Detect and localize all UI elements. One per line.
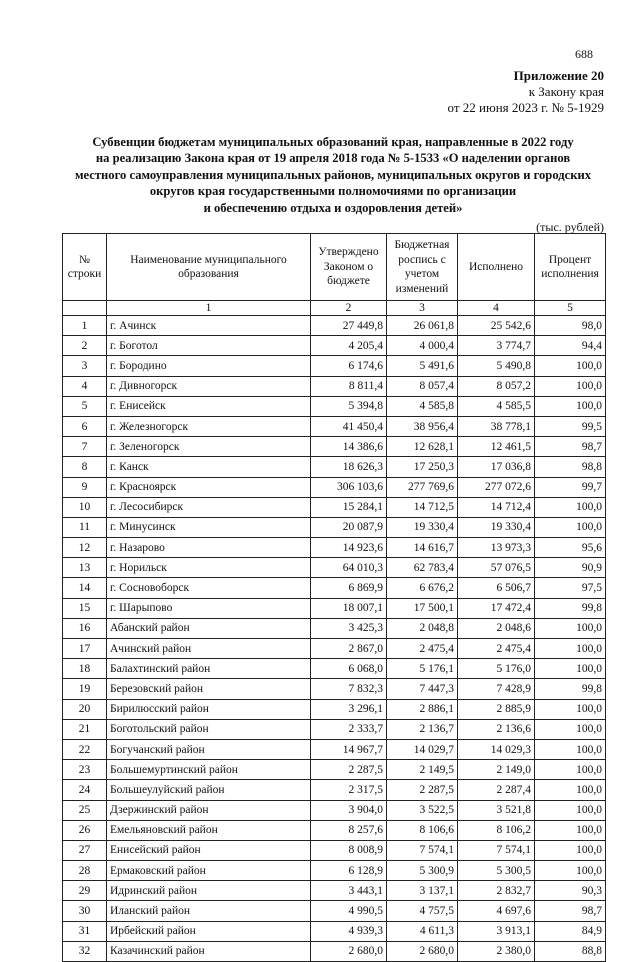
executed-cell: 277 072,6	[458, 477, 535, 497]
budget-list-cell: 7 574,1	[387, 840, 458, 860]
row-number-cell: 1	[63, 316, 107, 336]
approved-cell: 8 811,4	[311, 376, 387, 396]
executed-cell: 3 521,8	[458, 800, 535, 820]
approved-cell: 2 317,5	[311, 780, 387, 800]
executed-cell: 8 057,2	[458, 376, 535, 396]
percent-cell: 100,0	[535, 517, 606, 537]
percent-cell: 100,0	[535, 861, 606, 881]
row-number-cell: 26	[63, 820, 107, 840]
document-heading	[40, 134, 626, 216]
percent-cell: 98,7	[535, 901, 606, 921]
table-row	[63, 739, 606, 759]
approved-cell: 8 257,6	[311, 820, 387, 840]
budget-list-cell: 38 956,4	[387, 416, 458, 436]
appendix-title: Приложение 20	[513, 68, 604, 83]
table-row	[63, 578, 606, 598]
table-row	[63, 356, 606, 376]
row-number-cell: 5	[63, 396, 107, 416]
approved-cell: 3 443,1	[311, 881, 387, 901]
budget-list-cell: 19 330,4	[387, 517, 458, 537]
row-number-cell: 24	[63, 780, 107, 800]
table-row	[63, 639, 606, 659]
municipality-cell: Абанский район	[107, 618, 311, 638]
table-row	[63, 416, 606, 436]
table-header-row	[63, 234, 606, 301]
municipality-cell: г. Шарыпово	[107, 598, 311, 618]
budget-list-cell: 2 048,8	[387, 618, 458, 638]
executed-cell: 4 697,6	[458, 901, 535, 921]
column-number	[63, 301, 107, 316]
percent-cell: 99,8	[535, 679, 606, 699]
approved-cell: 4 939,3	[311, 921, 387, 941]
budget-list-cell: 5 300,9	[387, 861, 458, 881]
percent-cell: 94,4	[535, 336, 606, 356]
budget-list-cell: 2 136,7	[387, 719, 458, 739]
executed-cell: 8 106,2	[458, 820, 535, 840]
appendix-block	[448, 68, 604, 116]
percent-cell: 100,0	[535, 699, 606, 719]
budget-list-cell: 14 616,7	[387, 538, 458, 558]
column-number: 3	[387, 301, 458, 316]
table-row	[63, 820, 606, 840]
table-row	[63, 901, 606, 921]
executed-cell: 2 832,7	[458, 881, 535, 901]
approved-cell: 2 680,0	[311, 941, 387, 961]
percent-cell: 100,0	[535, 376, 606, 396]
budget-list-cell: 277 769,6	[387, 477, 458, 497]
percent-cell: 99,8	[535, 598, 606, 618]
executed-cell: 6 506,7	[458, 578, 535, 598]
percent-cell: 100,0	[535, 739, 606, 759]
approved-cell: 3 425,3	[311, 618, 387, 638]
heading-line-5: и обеспечению отдыха и оздоровления детей»	[203, 200, 463, 215]
municipality-cell: Бирилюсский район	[107, 699, 311, 719]
budget-list-cell: 2 475,4	[387, 639, 458, 659]
municipality-cell: Березовский район	[107, 679, 311, 699]
executed-cell: 2 380,0	[458, 941, 535, 961]
municipality-cell: г. Назарово	[107, 538, 311, 558]
approved-cell: 64 010,3	[311, 558, 387, 578]
municipality-cell: г. Боготол	[107, 336, 311, 356]
percent-cell: 95,6	[535, 538, 606, 558]
executed-cell: 25 542,6	[458, 316, 535, 336]
table-row	[63, 598, 606, 618]
municipality-cell: г. Лесосибирск	[107, 497, 311, 517]
row-number-cell: 2	[63, 336, 107, 356]
municipality-cell: Идринский район	[107, 881, 311, 901]
approved-cell: 41 450,4	[311, 416, 387, 436]
table-row	[63, 396, 606, 416]
table-row	[63, 316, 606, 336]
percent-cell: 100,0	[535, 618, 606, 638]
municipality-cell: г. Бородино	[107, 356, 311, 376]
executed-cell: 14 029,3	[458, 739, 535, 759]
municipality-cell: г. Дивногорск	[107, 376, 311, 396]
table-row	[63, 538, 606, 558]
executed-cell: 57 076,5	[458, 558, 535, 578]
row-number-cell: 17	[63, 639, 107, 659]
table-row	[63, 558, 606, 578]
approved-cell: 20 087,9	[311, 517, 387, 537]
percent-cell: 100,0	[535, 659, 606, 679]
header-row-number: № строки	[63, 234, 107, 301]
header-approved: Утверждено Законом о бюджете	[311, 234, 387, 301]
executed-cell: 17 036,8	[458, 457, 535, 477]
executed-cell: 13 973,3	[458, 538, 535, 558]
municipality-cell: г. Зеленогорск	[107, 437, 311, 457]
budget-list-cell: 3 522,5	[387, 800, 458, 820]
table-body	[63, 316, 606, 962]
table-row	[63, 699, 606, 719]
municipality-cell: Казачинский район	[107, 941, 311, 961]
approved-cell: 4 990,5	[311, 901, 387, 921]
budget-list-cell: 8 106,6	[387, 820, 458, 840]
row-number-cell: 13	[63, 558, 107, 578]
table-row	[63, 881, 606, 901]
subsidy-table	[62, 233, 606, 962]
approved-cell: 6 068,0	[311, 659, 387, 679]
budget-list-cell: 12 628,1	[387, 437, 458, 457]
budget-list-cell: 2 149,5	[387, 760, 458, 780]
row-number-cell: 4	[63, 376, 107, 396]
budget-list-cell: 2 886,1	[387, 699, 458, 719]
executed-cell: 2 048,6	[458, 618, 535, 638]
executed-cell: 2 149,0	[458, 760, 535, 780]
row-number-cell: 15	[63, 598, 107, 618]
approved-cell: 2 867,0	[311, 639, 387, 659]
municipality-cell: г. Красноярск	[107, 477, 311, 497]
municipality-cell: г. Енисейск	[107, 396, 311, 416]
table-row	[63, 618, 606, 638]
table-row	[63, 477, 606, 497]
municipality-cell: Богучанский район	[107, 739, 311, 759]
header-municipality: Наименование муниципального образования	[107, 234, 311, 301]
table-row	[63, 941, 606, 961]
approved-cell: 6 128,9	[311, 861, 387, 881]
municipality-cell: Балахтинский район	[107, 659, 311, 679]
row-number-cell: 22	[63, 739, 107, 759]
percent-cell: 99,5	[535, 416, 606, 436]
budget-list-cell: 14 029,7	[387, 739, 458, 759]
percent-cell: 84,9	[535, 921, 606, 941]
percent-cell: 90,9	[535, 558, 606, 578]
column-number: 5	[535, 301, 606, 316]
percent-cell: 100,0	[535, 820, 606, 840]
budget-list-cell: 17 250,3	[387, 457, 458, 477]
municipality-cell: Ачинский район	[107, 639, 311, 659]
header-percent: Процент исполнения	[535, 234, 606, 301]
municipality-cell: г. Минусинск	[107, 517, 311, 537]
percent-cell: 100,0	[535, 356, 606, 376]
budget-list-cell: 3 137,1	[387, 881, 458, 901]
approved-cell: 27 449,8	[311, 316, 387, 336]
budget-list-cell: 8 057,4	[387, 376, 458, 396]
budget-list-cell: 2 287,5	[387, 780, 458, 800]
budget-list-cell: 7 447,3	[387, 679, 458, 699]
table-row	[63, 517, 606, 537]
executed-cell: 17 472,4	[458, 598, 535, 618]
percent-cell: 90,3	[535, 881, 606, 901]
percent-cell: 100,0	[535, 840, 606, 860]
executed-cell: 5 300,5	[458, 861, 535, 881]
percent-cell: 100,0	[535, 760, 606, 780]
column-number-row	[63, 301, 606, 316]
row-number-cell: 3	[63, 356, 107, 376]
unit-label: (тыс. рублей)	[536, 220, 604, 234]
row-number-cell: 30	[63, 901, 107, 921]
table-row	[63, 861, 606, 881]
approved-cell: 15 284,1	[311, 497, 387, 517]
row-number-cell: 7	[63, 437, 107, 457]
municipality-cell: г. Сосновоборск	[107, 578, 311, 598]
row-number-cell: 27	[63, 840, 107, 860]
appendix-law-ref: к Закону края	[528, 84, 604, 99]
heading-line-1: Субвенции бюджетам муниципальных образований края, направленные в 2022 году	[92, 135, 574, 149]
executed-cell: 5 176,0	[458, 659, 535, 679]
row-number-cell: 20	[63, 699, 107, 719]
executed-cell: 2 475,4	[458, 639, 535, 659]
percent-cell: 99,7	[535, 477, 606, 497]
municipality-cell: Дзержинский район	[107, 800, 311, 820]
table-row	[63, 457, 606, 477]
heading-line-2: на реализацию Закона края от 19 апреля 2018 года № 5-1533 «О наделении органов	[95, 151, 571, 166]
table-row	[63, 336, 606, 356]
executed-cell: 12 461,5	[458, 437, 535, 457]
executed-cell: 4 585,5	[458, 396, 535, 416]
executed-cell: 38 778,1	[458, 416, 535, 436]
row-number-cell: 19	[63, 679, 107, 699]
approved-cell: 3 904,0	[311, 800, 387, 820]
municipality-cell: Ермаковский район	[107, 861, 311, 881]
table-row	[63, 800, 606, 820]
budget-list-cell: 62 783,4	[387, 558, 458, 578]
heading-line-3: местного самоуправления муниципальных районов, муниципальных округов и городских	[74, 167, 592, 182]
row-number-cell: 9	[63, 477, 107, 497]
row-number-cell: 31	[63, 921, 107, 941]
percent-cell: 98,0	[535, 316, 606, 336]
approved-cell: 6 174,6	[311, 356, 387, 376]
executed-cell: 7 574,1	[458, 840, 535, 860]
approved-cell: 18 626,3	[311, 457, 387, 477]
heading-line-4: округов края государственными полномочиями по организации	[149, 184, 517, 199]
approved-cell: 3 296,1	[311, 699, 387, 719]
row-number-cell: 25	[63, 800, 107, 820]
percent-cell: 97,5	[535, 578, 606, 598]
row-number-cell: 12	[63, 538, 107, 558]
approved-cell: 5 394,8	[311, 396, 387, 416]
percent-cell: 100,0	[535, 800, 606, 820]
row-number-cell: 18	[63, 659, 107, 679]
budget-list-cell: 4 611,3	[387, 921, 458, 941]
header-executed: Исполнено	[458, 234, 535, 301]
budget-list-cell: 14 712,5	[387, 497, 458, 517]
percent-cell: 98,7	[535, 437, 606, 457]
executed-cell: 2 136,6	[458, 719, 535, 739]
executed-cell: 3 913,1	[458, 921, 535, 941]
table-row	[63, 497, 606, 517]
table-row	[63, 376, 606, 396]
table-row	[63, 760, 606, 780]
header-budget-list: Бюджетная роспись с учетом изменений	[387, 234, 458, 301]
page-number: 688	[575, 47, 593, 61]
approved-cell: 14 386,6	[311, 437, 387, 457]
row-number-cell: 14	[63, 578, 107, 598]
row-number-cell: 32	[63, 941, 107, 961]
executed-cell: 2 287,4	[458, 780, 535, 800]
row-number-cell: 21	[63, 719, 107, 739]
table-row	[63, 437, 606, 457]
row-number-cell: 10	[63, 497, 107, 517]
municipality-cell: г. Канск	[107, 457, 311, 477]
percent-cell: 100,0	[535, 396, 606, 416]
row-number-cell: 11	[63, 517, 107, 537]
budget-list-cell: 6 676,2	[387, 578, 458, 598]
municipality-cell: Енисейский район	[107, 840, 311, 860]
row-number-cell: 8	[63, 457, 107, 477]
budget-list-cell: 5 176,1	[387, 659, 458, 679]
approved-cell: 306 103,6	[311, 477, 387, 497]
percent-cell: 98,8	[535, 457, 606, 477]
column-number: 2	[311, 301, 387, 316]
table-row	[63, 659, 606, 679]
approved-cell: 14 923,6	[311, 538, 387, 558]
executed-cell: 14 712,4	[458, 497, 535, 517]
table-row	[63, 679, 606, 699]
table-row	[63, 921, 606, 941]
table-row	[63, 780, 606, 800]
approved-cell: 6 869,9	[311, 578, 387, 598]
table-row	[63, 840, 606, 860]
budget-list-cell: 4 585,8	[387, 396, 458, 416]
municipality-cell: г. Железногорск	[107, 416, 311, 436]
percent-cell: 100,0	[535, 497, 606, 517]
executed-cell: 5 490,8	[458, 356, 535, 376]
executed-cell: 19 330,4	[458, 517, 535, 537]
budget-list-cell: 17 500,1	[387, 598, 458, 618]
approved-cell: 2 333,7	[311, 719, 387, 739]
executed-cell: 3 774,7	[458, 336, 535, 356]
municipality-cell: г. Ачинск	[107, 316, 311, 336]
approved-cell: 18 007,1	[311, 598, 387, 618]
percent-cell: 88,8	[535, 941, 606, 961]
budget-list-cell: 2 680,0	[387, 941, 458, 961]
budget-list-cell: 5 491,6	[387, 356, 458, 376]
municipality-cell: Большеулуйский район	[107, 780, 311, 800]
municipality-cell: Большемуртинский район	[107, 760, 311, 780]
budget-list-cell: 4 000,4	[387, 336, 458, 356]
approved-cell: 7 832,3	[311, 679, 387, 699]
percent-cell: 100,0	[535, 780, 606, 800]
executed-cell: 2 885,9	[458, 699, 535, 719]
row-number-cell: 16	[63, 618, 107, 638]
approved-cell: 4 205,4	[311, 336, 387, 356]
table-row	[63, 719, 606, 739]
appendix-law-date: от 22 июня 2023 г. № 5-1929	[447, 100, 604, 115]
municipality-cell: г. Норильск	[107, 558, 311, 578]
column-number: 4	[458, 301, 535, 316]
percent-cell: 100,0	[535, 639, 606, 659]
approved-cell: 8 008,9	[311, 840, 387, 860]
budget-list-cell: 26 061,8	[387, 316, 458, 336]
municipality-cell: Емельяновский район	[107, 820, 311, 840]
row-number-cell: 6	[63, 416, 107, 436]
municipality-cell: Боготольский район	[107, 719, 311, 739]
executed-cell: 7 428,9	[458, 679, 535, 699]
row-number-cell: 28	[63, 861, 107, 881]
approved-cell: 2 287,5	[311, 760, 387, 780]
percent-cell: 100,0	[535, 719, 606, 739]
row-number-cell: 29	[63, 881, 107, 901]
column-number: 1	[107, 301, 311, 316]
municipality-cell: Иланский район	[107, 901, 311, 921]
approved-cell: 14 967,7	[311, 739, 387, 759]
budget-list-cell: 4 757,5	[387, 901, 458, 921]
row-number-cell: 23	[63, 760, 107, 780]
municipality-cell: Ирбейский район	[107, 921, 311, 941]
